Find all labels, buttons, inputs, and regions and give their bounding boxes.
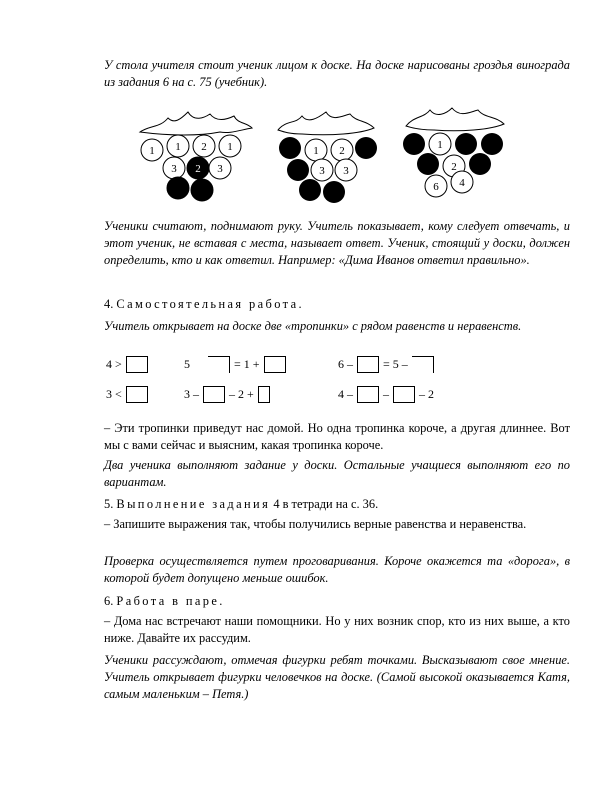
answer-box [208,356,230,373]
section-6-heading [104,593,225,610]
paragraph-students-count: Ученики считают, поднимают руку. Учитель показывает, кому следует отвечать, и этот ученик, не вставая с места, называет ответ. Ученик, стоящий у доски, должен определить, кто и как ответил. Например: «Дима Иванов ответил правильно». [104,219,570,268]
eq-text: – 2 [419,387,434,401]
eq-text: – [383,387,389,401]
grape-bunches-illustration [130,100,530,210]
section-4-title: Самостоятельная работа. [116,297,304,311]
intro-paragraph: У стола учителя стоит ученик лицом к доске. На доске нарисованы гроздья винограда из задания 6 на с. 75 (учебник). [104,58,570,90]
grape-label: 1 [175,141,181,153]
answer-box [393,386,415,403]
answer-box [258,386,270,403]
grape-label: 3 [171,163,177,175]
grape-label: 1 [437,139,443,151]
answer-box [357,356,379,373]
grape-bunch-2 [278,112,377,203]
grape-label: 4 [459,177,465,189]
grape-label: 2 [201,141,207,153]
grape-label: 3 [319,165,325,177]
eq-text: 3 < [106,387,122,401]
paragraph-helpers: – Дома нас встречают наши помощники. Но у них возник спор, кто из них выше, а кто ниже. Давайте их рассудим. [104,614,570,646]
eq-text: – 2 + [229,387,254,401]
eq-text: 4 – [338,387,353,401]
grape-label: 3 [217,163,223,175]
eq-text: = 5 – [383,357,408,371]
eq-text: 3 – [184,387,199,401]
section-6-title: Работа в паре. [116,594,225,608]
section-5-rest: 4 в тетради на с. 36. [273,497,379,511]
grape-label: 2 [451,161,457,173]
grape-bunch-1 [140,112,252,201]
eq-text: 4 > [106,357,122,371]
answer-box [203,386,225,403]
answer-box [264,356,286,373]
answer-box [357,386,379,403]
grape-label: 6 [433,181,439,193]
section-5-title: Выполнение задания [116,497,271,511]
grape-label: 1 [313,145,319,157]
paragraph-check: Проверка осуществляется путем проговаривания. Короче окажется та «дорога», в которой будет допущено меньше ошибок. [104,554,570,586]
paragraph-students-reason: Ученики рассуждают, отмечая фигурки ребят точками. Высказывают свое мнение. Учитель открывает фигурки человечков на доске. (Самой высокой оказывается Катя, самым маленьким – Петя.) [104,653,570,702]
grape-label: 2 [339,145,345,157]
eq-text: 5 [184,357,190,371]
eq-text: = 1 + [234,357,260,371]
paragraph-paths-intro: Учитель открывает на доске две «тропинки» с рядом равенств и неравенств. [104,319,522,333]
grape-bunch-3 [403,108,504,197]
equation-row-2 [104,386,570,408]
answer-box [126,356,148,373]
grape-label: 2 [195,163,201,175]
answer-box [126,386,148,403]
grape-label: 1 [149,145,155,157]
section-6-number: 6. [104,594,114,608]
section-5-number: 5. [104,497,114,511]
grape-label: 3 [343,165,349,177]
paragraph-two-students: Два ученика выполняют задание у доски. Остальные учащиеся выполняют его по вариантам. [104,458,570,490]
section-4-heading [104,296,304,313]
grape-label: 1 [227,141,233,153]
paragraph-write-expressions: – Запишите выражения так, чтобы получились верные равенства и неравенства. [104,517,527,531]
paragraph-paths-home: – Эти тропинки приведут нас домой. Но одна тропинка короче, а другая длиннее. Вот мы с вами сейчас и выясним, какая тропинка короче. [104,421,570,453]
equation-row-1 [104,356,570,378]
section-5-heading [104,496,378,513]
eq-text: 6 – [338,357,353,371]
answer-box [412,356,434,373]
section-4-number: 4. [104,297,114,311]
